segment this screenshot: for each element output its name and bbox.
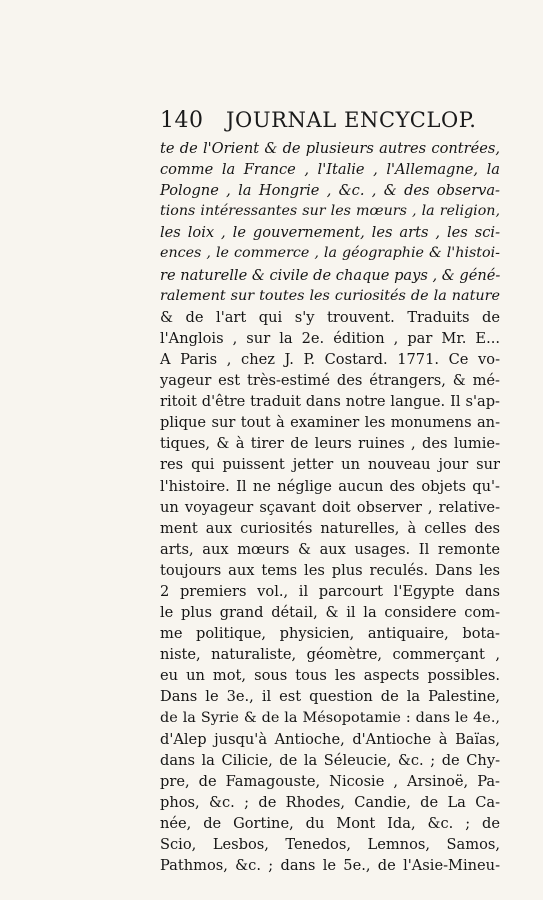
text-line: l'Anglois , sur la 2e. édition , par Mr. E... — [160, 329, 500, 347]
text-line: un voyageur sçavant doit observer , relative- — [160, 498, 500, 516]
text-line: me politique, physicien, antiquaire, bota- — [160, 625, 500, 643]
text-line: Dans le 3e., il est question de la Palestine, — [160, 688, 500, 706]
text-line: les loix , le gouvernement, les arts , les sci- — [160, 224, 500, 242]
text-line: toujours aux tems les plus reculés. Dans les — [160, 561, 500, 579]
text-line: re naturelle & civile de chaque pays , & géné- — [160, 266, 501, 284]
text-line: tions intéressantes sur les mœurs , la religion, — [160, 203, 500, 220]
journal-title: JOURNAL ENCYCLOP. — [226, 108, 477, 132]
text-line: comme la France , l'Italie , l'Allemagne, la — [160, 161, 500, 179]
text-line: d'Alep jusqu'à Antioche, d'Antioche à Baïas, — [160, 730, 500, 748]
text-line: ment aux curiosités naturelles, à celles des — [160, 519, 500, 537]
text-line: yageur est très-estimé des étrangers, & mé- — [160, 372, 500, 390]
text-line: pre, de Famagouste, Nicosie , Arsinoë, Pa- — [160, 772, 500, 790]
text-line: Scio, Lesbos, Tenedos, Lemnos, Samos, — [160, 836, 500, 854]
text-line: née, de Gortine, du Mont Ida, &c. ; de — [160, 815, 500, 832]
text-line: & de l'art qui s'y trouvent. Traduits de — [160, 308, 500, 326]
text-line: de la Syrie & de la Mésopotamie : dans le 4e., — [160, 709, 500, 726]
text-line: tiques, & à tirer de leurs ruines , des lumie- — [160, 435, 500, 453]
text-line: le plus grand détail, & il la considere com- — [160, 604, 500, 622]
body-text — [160, 138, 500, 876]
running-head — [160, 108, 500, 138]
text-line: eu un mot, sous tous les aspects possibles. — [160, 667, 500, 685]
text-line: niste, naturaliste, géomètre, commerçant , — [160, 646, 500, 664]
text-line: A Paris , chez J. P. Costard. 1771. Ce vo- — [160, 350, 500, 368]
text-line: Pathmos, &c. ; dans le 5e., de l'Asie-Mineu- — [160, 857, 500, 875]
text-line: ralement sur toutes les curiosités de la nature — [160, 287, 500, 304]
text-line: phos, &c. ; de Rhodes, Candie, de La Ca- — [160, 793, 500, 811]
text-line: arts, aux mœurs & aux usages. Il remonte — [160, 540, 500, 558]
page-number: 140 — [160, 108, 204, 133]
text-line: ences , le commerce , la géographie & l'histoi- — [160, 245, 500, 262]
text-line: dans la Cilicie, de la Séleucie, &c. ; de Chy- — [160, 751, 500, 769]
text-line: Pologne , la Hongrie , &c. , & des observa- — [160, 182, 500, 200]
text-line: ritoit d'être traduit dans notre langue. Il s'ap- — [160, 393, 500, 411]
text-line: res qui puissent jetter un nouveau jour sur — [160, 456, 500, 474]
text-line: 2 premiers vol., il parcourt l'Egypte dans — [160, 582, 500, 600]
text-line: te de l'Orient & de plusieurs autres contrées, — [160, 140, 500, 157]
text-line: plique sur tout à examiner les monumens an- — [160, 414, 500, 432]
text-line: l'histoire. Il ne néglige aucun des objets qu'- — [160, 477, 500, 495]
